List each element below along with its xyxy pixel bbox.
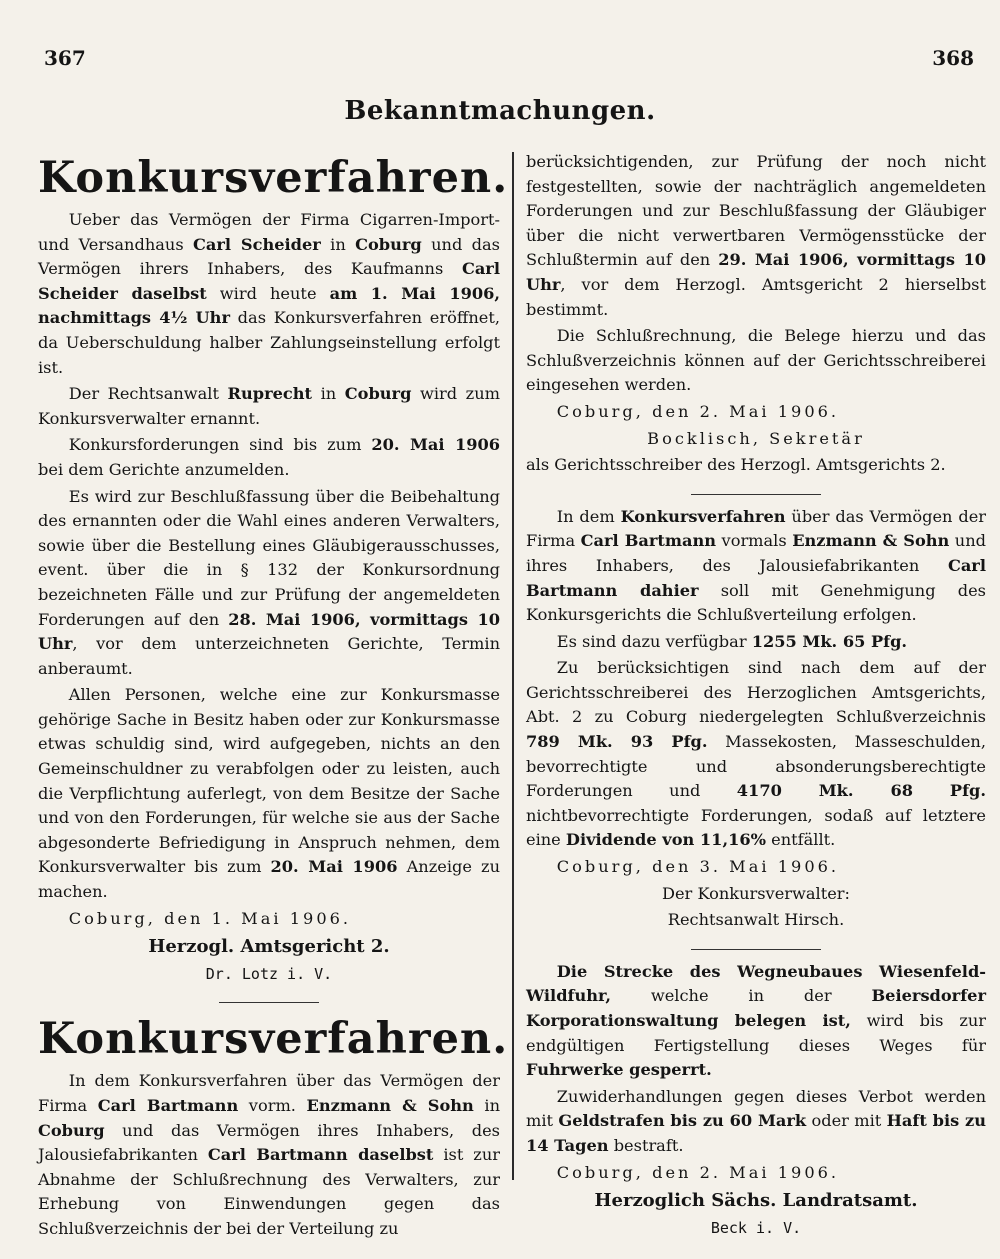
text-run: Es wird zur Beschlußfassung über die Beibehaltung des ernannten oder die Wahl eines anderen Verwalters, sowie über die Bestellung eines Gläubigerausschusses, event. über die in § 132 der Konkursordnung bezeichneten Fälle und zur Prüfung der angemeldeten Forderungen auf den [38, 486, 500, 629]
paragraph [526, 324, 986, 398]
emphasized-text: Haft bis zu 14 Tagen [526, 1111, 986, 1155]
emphasized-text: Enzmann & Sohn [306, 1096, 474, 1115]
paragraph [526, 656, 986, 853]
signer-name: Dr. Lotz i. V. [205, 964, 333, 983]
emphasized-text: Die Strecke des Wegneubaues Wiesenfeld-Wildfuhr, [526, 961, 986, 1006]
paragraph [38, 433, 500, 482]
text-run: Anzeige zu machen. [38, 857, 500, 902]
text-run: und das Vermögen ihrers Inhabers, des Kaufmanns [38, 234, 500, 279]
page-number-right: 368 [932, 46, 974, 70]
signer-role: als Gerichtsschreiber des Herzogl. Amtsgerichts 2. [526, 455, 946, 475]
paragraph [38, 382, 500, 431]
text-run: in [312, 384, 345, 404]
signer-name: Beck i. V. [710, 1218, 802, 1237]
separator-rule [691, 949, 821, 950]
right-column [526, 150, 986, 1240]
left-column [38, 150, 509, 1244]
notice-title: Konkursverfahren. [38, 1014, 509, 1065]
separator-rule [691, 494, 821, 495]
text-run: über das Vermögen der Firma [526, 506, 987, 551]
notice-date: Coburg, den 3. Mai 1906. [556, 857, 840, 877]
text-run: Konkursforderungen sind bis zum [68, 435, 372, 455]
paragraph [38, 1069, 500, 1241]
emphasized-text: Coburg [38, 1120, 105, 1140]
text-run: welche in der [611, 986, 872, 1006]
emphasized-text: Carl Bartmann daselbst [207, 1145, 434, 1165]
signer-name: Rechtsanwalt Hirsch. [667, 910, 845, 930]
text-run: bestraft. [608, 1135, 684, 1155]
emphasized-text: Carl Bartmann dahier [526, 555, 986, 600]
paragraph [38, 208, 500, 380]
emphasized-text: 20. Mai 1906 [371, 435, 500, 455]
text-run: Massekosten, Masseschulden, bevorrechtigte und absonderungsberechtigte Forderungen und [526, 732, 986, 801]
emphasized-text: 789 Mk. 93 Pfg. [526, 732, 708, 752]
text-run: entfällt. [765, 830, 836, 850]
text-run: In dem [556, 506, 621, 526]
emphasized-text: 29. Mai 1906, vormittags 10 Uhr [526, 250, 986, 294]
column-divider [512, 152, 514, 1180]
emphasized-text: Carl Scheider [193, 234, 321, 254]
text-run: , vor dem unterzeichneten Gerichte, Termin anberaumt. [38, 634, 500, 678]
text-run: Es sind dazu verfügbar [556, 631, 752, 651]
emphasized-text: 4170 Mk. 68 Pfg. [736, 781, 986, 801]
text-run: das Konkursverfahren eröffnet, da Ueberschuldung halber Zahlungseinstellung erfolgt ist. [38, 308, 501, 377]
paragraph [526, 960, 986, 1083]
text-run: berücksichtigenden, zur Prüfung der noch nicht festgestellten, sowie der nachträglich angemeldeten Forderungen und zur Beschlußfassung der Gläubiger über die nicht verwertbaren Vermögensstücke der Schlußtermin auf den [526, 152, 986, 270]
text-run: Ueber das Vermögen der Firma Cigarren-Import- und Versandhaus [38, 210, 500, 254]
text-run: wird zum Konkursverwalter ernannt. [38, 384, 500, 428]
emphasized-text: am 1. Mai 1906, nachmittags 4½ Uhr [38, 283, 501, 328]
text-run: Allen Personen, welche eine zur Konkursmasse gehörige Sache in Besitz haben oder zur Konkursmasse etwas schuldig sind, wird aufgegeben, nichts an den Gemeinschuldner zu verabfolgen oder zu leisten, auch die Verpflichtung auferlegt, von dem Besitze der Sache und von den Forderungen, für welche sie aus der Sache abgesonderte Befriedigung in Anspruch nehmen, dem Konkursverwalter bis zum [38, 685, 500, 877]
separator-rule [219, 1002, 319, 1003]
text-run: und ihres Inhabers, des Jalousiefabrikanten [526, 531, 987, 575]
paragraph [526, 1085, 986, 1159]
text-run: Zuwiderhandlungen gegen dieses Verbot werden mit [526, 1086, 986, 1131]
paragraph [38, 683, 500, 904]
paragraph [526, 505, 986, 628]
emphasized-text: 28. Mai 1906, vormittags 10 Uhr [38, 609, 500, 654]
paragraph [38, 485, 500, 682]
paragraph [526, 630, 986, 655]
emphasized-text: Beiersdorfer Korporationswaltung belegen ist, [526, 986, 986, 1030]
emphasized-text: Carl Scheider daselbst [38, 259, 500, 303]
text-run: oder mit [806, 1111, 887, 1131]
emphasized-text: Carl Bartmann [580, 531, 717, 551]
notice-date: Coburg, den 1. Mai 1906. [68, 908, 352, 928]
paragraph [526, 150, 986, 322]
emphasized-text: 1255 Mk. 65 Pfg. [751, 631, 908, 651]
text-run: Der Rechtsanwalt [68, 384, 228, 404]
text-run: nichtbevorrechtigte Forderungen, sodaß auf letztere eine [526, 805, 986, 850]
text-run: soll mit Genehmigung des Konkursgerichts die Schlußverteilung erfolgen. [526, 580, 986, 625]
text-run: bei dem Gerichte anzumelden. [38, 459, 290, 479]
text-run: vormals [716, 531, 793, 551]
signer-role: Der Konkursverwalter: [662, 883, 850, 903]
text-run: wird heute [206, 283, 330, 303]
page-number-left: 367 [44, 46, 86, 70]
text-run: , vor dem Herzogl. Amtsgericht 2 hierselbst bestimmt. [526, 274, 986, 319]
text-run: Zu berücksichtigen sind nach dem auf der Gerichtsschreiberei des Herzoglichen Amtsgerichts, Abt. 2 zu Coburg niedergelegten Schlußverzeichnis [526, 658, 986, 727]
emphasized-text: 20. Mai 1906 [270, 857, 398, 877]
text-run: In dem Konkursverfahren über das Vermögen der Firma [38, 1071, 500, 1115]
emphasized-text: Ruprecht [227, 384, 313, 404]
text-run: und das Vermögen ihres Inhabers, des Jalousiefabrikanten [38, 1120, 500, 1165]
emphasized-text: Coburg [344, 384, 412, 404]
text-run: vorm. [238, 1096, 307, 1115]
emphasized-text: Fuhrwerke gesperrt. [526, 1060, 712, 1080]
notice-title: Konkursverfahren. [38, 153, 509, 203]
text-run: Die Schlußrechnung, die Belege hierzu und das Schlußverzeichnis können auf der Gerichtsschreiberei eingesehen werden. [526, 326, 986, 395]
emphasized-text: Konkursverfahren [620, 506, 786, 526]
text-run: ist zur Abnahme der Schlußrechnung des Verwalters, zur Erhebung von Einwendungen gegen das Schlußverzeichnis der bei der Verteilung zu [38, 1145, 500, 1238]
section-header: Bekanntmachungen. [344, 96, 656, 126]
notice-date: Coburg, den 2. Mai 1906. [556, 401, 840, 421]
emphasized-text: Coburg [355, 234, 422, 254]
emphasized-text: Enzmann & Sohn [792, 531, 950, 551]
emphasized-text: Geldstrafen bis zu 60 Mark [558, 1111, 807, 1131]
notice-date: Coburg, den 2. Mai 1906. [556, 1162, 840, 1182]
court-signature: Herzogl. Amtsgericht 2. [148, 936, 390, 958]
office-signature: Herzoglich Sächs. Landratsamt. [594, 1190, 918, 1212]
text-run: in [473, 1096, 500, 1115]
emphasized-text: Dividende von 11,16% [565, 830, 766, 850]
text-run: wird bis zur endgültigen Fertigstellung dieses Weges für [526, 1011, 987, 1055]
signer-name: Bocklisch, Sekretär [647, 428, 865, 448]
emphasized-text: Carl Bartmann [97, 1096, 239, 1115]
text-run: in [320, 234, 356, 254]
